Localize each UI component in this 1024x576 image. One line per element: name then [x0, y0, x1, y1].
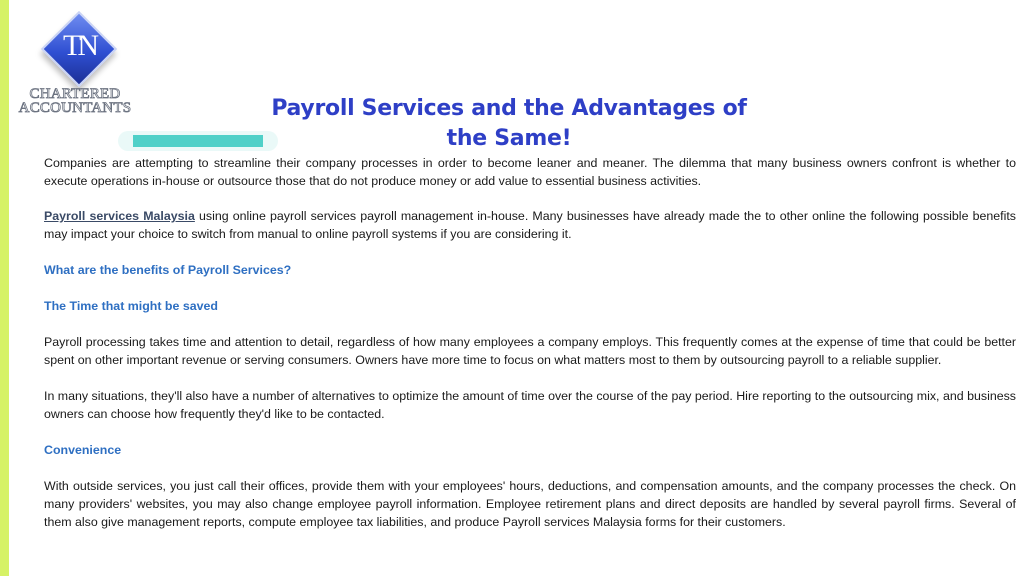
time-saved-heading: The Time that might be saved: [44, 299, 218, 313]
time-saved-paragraph-2: In many situations, they'll also have a number of alternatives to optimize the amount of time over the course of the pay period. Hire reporting to the outsourcing mix, and business owners can choose how frequently they'd like to be contacted.: [44, 389, 1016, 421]
logo-monogram: TN: [63, 29, 95, 62]
left-accent-stripe: [0, 0, 9, 576]
payroll-malaysia-paragraph-text: using online payroll services payroll management in-house. Many businesses have already made the to other online the following possible benefits may impact your choice to switch from manual to online payroll systems if you are considering it.: [44, 209, 1016, 241]
page-title-line2: the Same!: [446, 126, 572, 151]
time-saved-paragraph-1: Payroll processing takes time and attention to detail, regardless of how many employees a company employs. This frequently comes at the expense of time that could be better spent on other important revenue or serving consumers. Owners have more time to focus on what matters most to them by outsourcing payroll to a reliable supplier.: [44, 335, 1016, 367]
payroll-services-malaysia-link[interactable]: Payroll services Malaysia: [44, 209, 195, 223]
article-body: [44, 154, 1016, 549]
convenience-heading: Convenience: [44, 443, 122, 457]
page-title-line1: Payroll Services and the Advantages of: [271, 96, 747, 121]
company-logo: [10, 10, 140, 130]
logo-text-line1: CHARTERED: [29, 86, 121, 102]
payroll-malaysia-paragraph: [44, 207, 1016, 243]
intro-paragraph: Companies are attempting to streamline their company processes in order to become leaner and meaner. The dilemma that many business owners confront is whether to execute operations in-house or outsource those that do not produce money or add value to essential business activities.: [44, 156, 1016, 188]
page-title: [220, 94, 798, 154]
convenience-paragraph: With outside services, you just call their offices, provide them with your employees' hours, deductions, and compensation amounts, and the company processes the check. On many providers' websites, you may also change employee payroll information. Employee retirement plans and direct deposits are handled by several payroll firms. Several of them also give management reports, compute employee tax liabilities, and produce Payroll services Malaysia forms for their customers.: [44, 479, 1016, 529]
benefits-heading: What are the benefits of Payroll Services?: [44, 263, 292, 277]
logo-text-line2: ACCOUNTANTS: [18, 100, 132, 116]
